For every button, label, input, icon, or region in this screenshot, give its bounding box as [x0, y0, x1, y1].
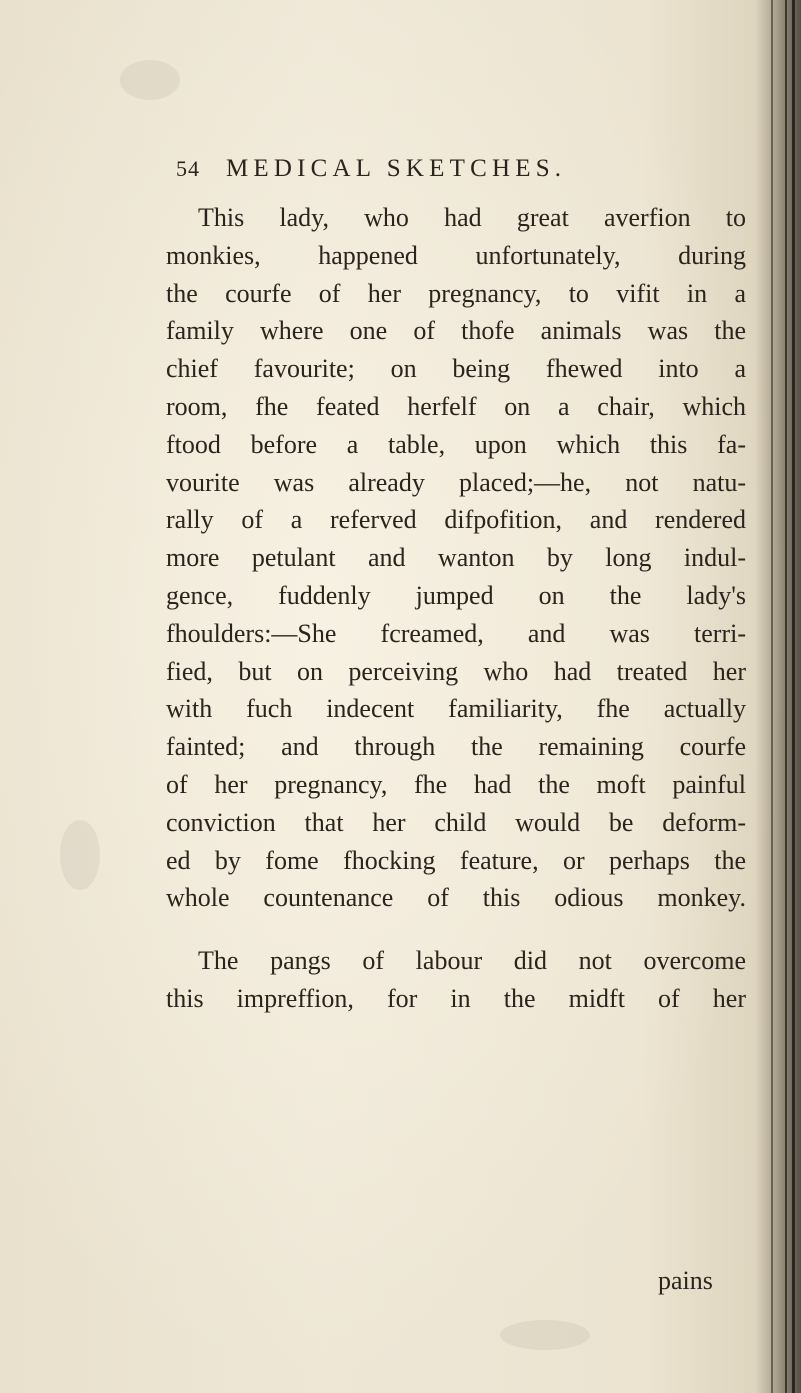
- text-line: fhoulders:—She fcreamed, and was terri-: [166, 618, 746, 648]
- text-line: This lady, who had great averfion to: [198, 203, 746, 232]
- text-line: The pangs of labour did not overcome: [198, 946, 746, 976]
- text-line: vourite was already placed;—he, not natu-: [166, 467, 746, 497]
- paper-stain: [500, 1320, 590, 1350]
- body-text: [166, 199, 746, 1018]
- running-title: MEDICAL SKETCHES.: [226, 155, 567, 182]
- text-line: ftood before a table, upon which this fa-: [166, 429, 746, 459]
- text-line: room, fhe feated herfelf on a chair, which: [166, 391, 746, 421]
- text-line: chief favourite; on being fhewed into a: [166, 354, 746, 384]
- text-line: family where one of thofe animals was the: [166, 316, 746, 346]
- text-line: ed by fome fhocking feature, or perhaps the: [166, 845, 746, 875]
- text-line: gence, fuddenly jumped on the lady's: [166, 580, 746, 610]
- text-line: with fuch indecent familiarity, fhe actually: [166, 694, 746, 724]
- text-line: of her pregnancy, fhe had the moft painful: [166, 769, 746, 799]
- text-line: rally of a referved difpofition, and rendered: [166, 505, 746, 535]
- text-line: this impreffion, for in the midft of her: [166, 983, 746, 1013]
- text-line: whole countenance of this odious monkey.: [166, 883, 746, 913]
- text-line: fied, but on perceiving who had treated her: [166, 656, 746, 686]
- text-line: the courfe of her pregnancy, to vifit in a: [166, 278, 746, 308]
- catchword: pains: [658, 1266, 713, 1295]
- text-line: conviction that her child would be deform-: [166, 807, 746, 837]
- book-binding-edge: [755, 0, 801, 1393]
- text-line: fainted; and through the remaining courfe: [166, 732, 746, 762]
- text-line: monkies, happened unfortunately, during: [166, 240, 746, 270]
- paper-stain: [60, 820, 100, 890]
- page-header: [176, 155, 736, 195]
- paragraph-gap: [166, 917, 746, 942]
- page-number: 54: [176, 156, 200, 181]
- paper-stain: [120, 60, 180, 100]
- text-line: more petulant and wanton by long indul-: [166, 543, 746, 573]
